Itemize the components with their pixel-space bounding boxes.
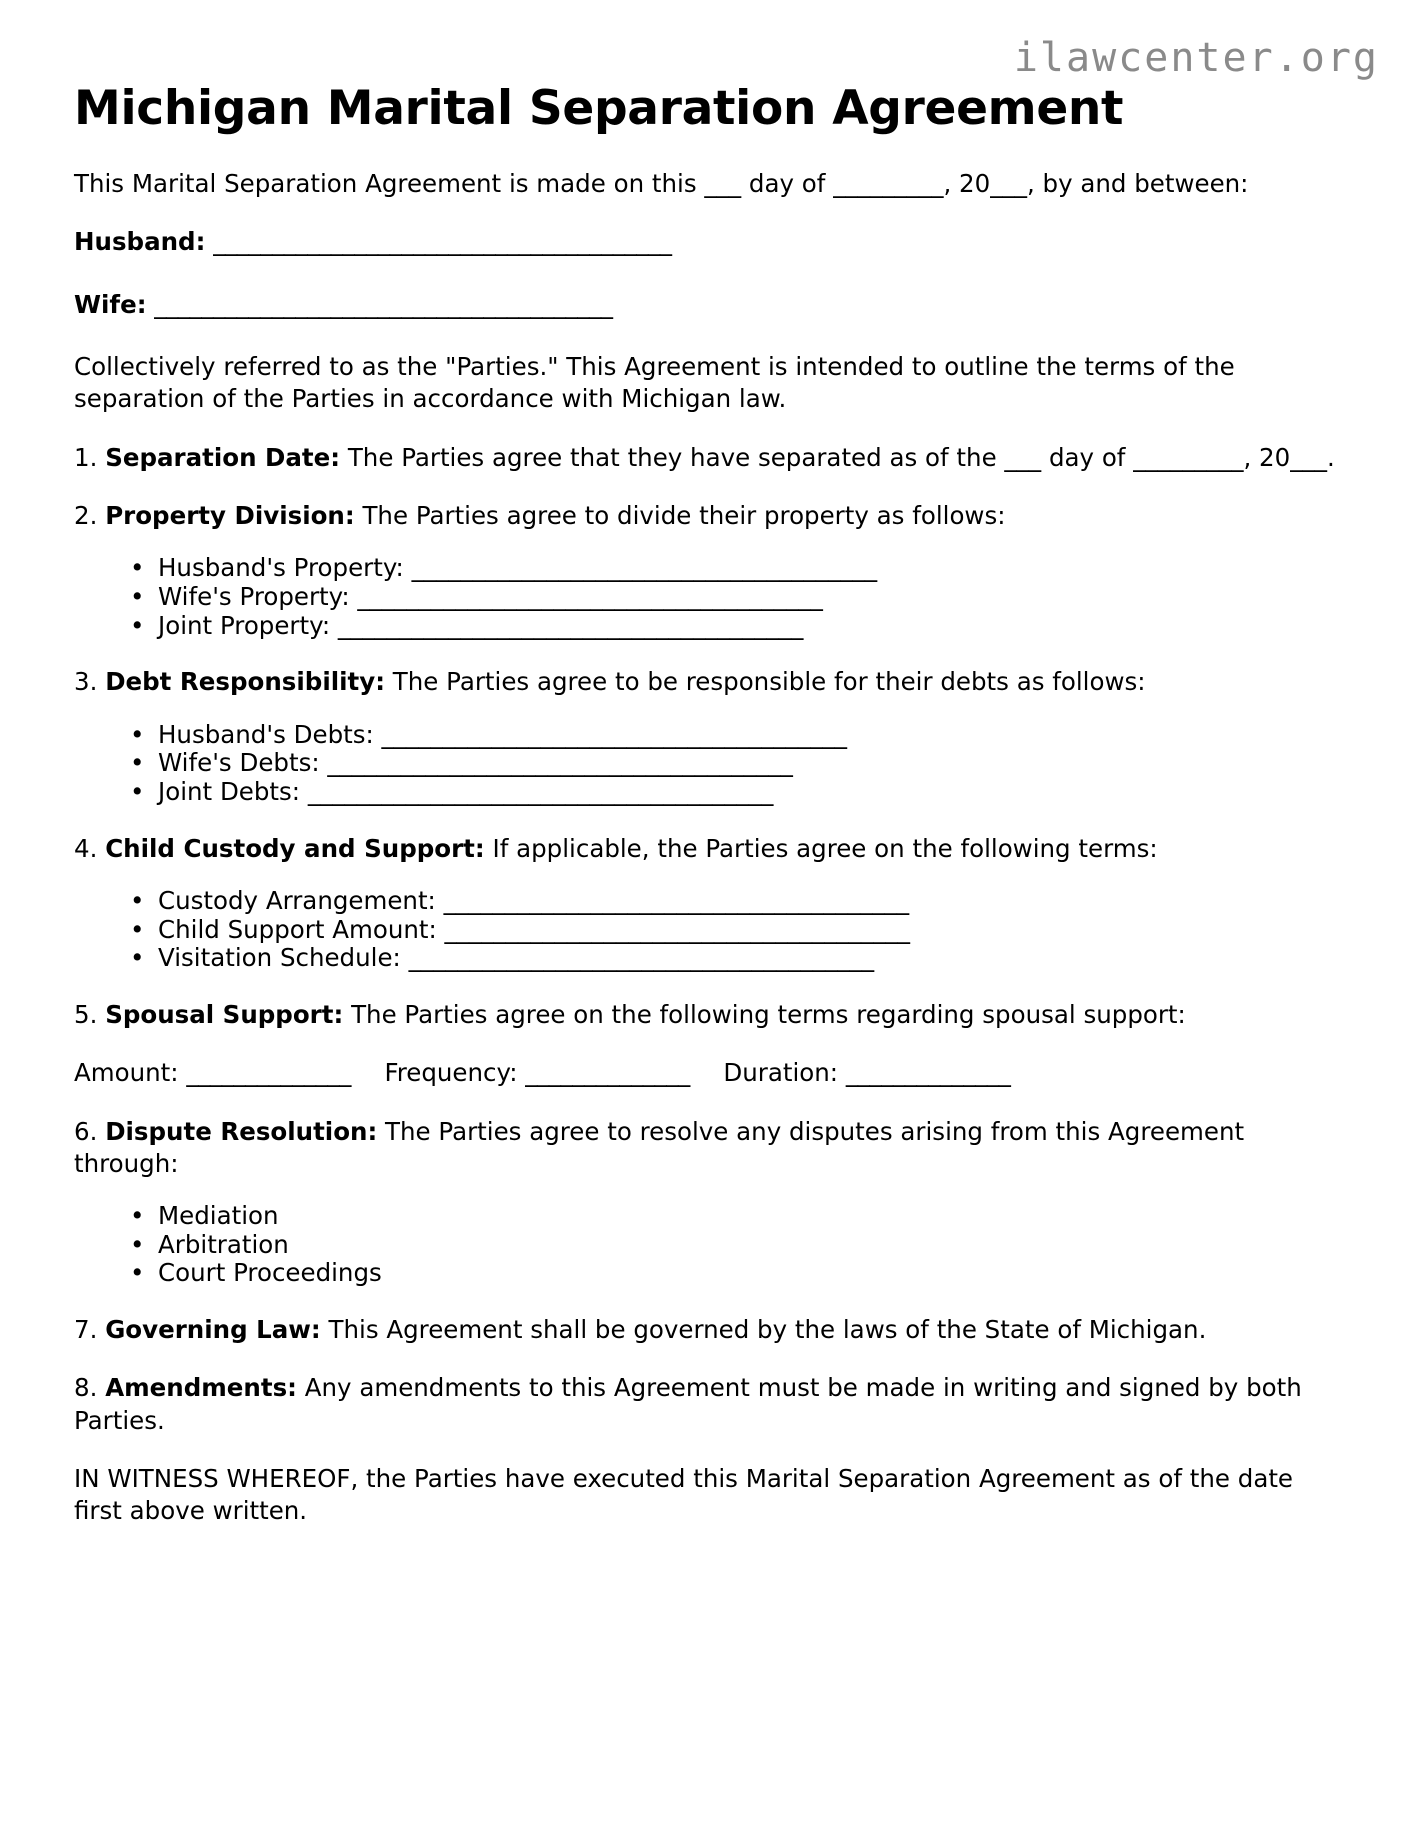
section-7-paragraph: [74, 1314, 1339, 1346]
husband-field-row: [74, 226, 1339, 258]
section-2-text: The Parties agree to divide their property as follows:: [354, 500, 1006, 530]
closing-paragraph: IN WITNESS WHEREOF, the Parties have executed this Marital Separation Agreement as of the date first above written.: [74, 1464, 1294, 1526]
property-division-list: [74, 554, 1339, 640]
section-1-paragraph: [74, 442, 1339, 474]
section-5-paragraph: [74, 999, 1339, 1031]
list-item[interactable]: • Visitation Schedule: ______________________________________: [130, 944, 1339, 973]
list-item[interactable]: • Mediation: [130, 1202, 1339, 1231]
section-3-text: The Parties agree to be responsible for their debts as follows:: [385, 667, 1146, 697]
section-1-text: The Parties agree that they have separated as of the ___ day of _________, 20___.: [340, 442, 1335, 472]
section-5-number: 5.: [74, 999, 98, 1029]
intro-paragraph: This Marital Separation Agreement is made on this ___ day of _________, 20___, by and between:: [74, 169, 1249, 198]
list-item[interactable]: • Child Support Amount: ______________________________________: [130, 916, 1339, 945]
list-item[interactable]: • Joint Property: ______________________________________: [130, 612, 1339, 641]
section-4-paragraph: [74, 833, 1339, 865]
page-title: Michigan Marital Separation Agreement: [74, 81, 1124, 136]
husband-label: Husband:: [74, 227, 206, 257]
section-4-number: 4.: [74, 833, 98, 863]
amount-blank-line[interactable]: ______________: [186, 1058, 351, 1088]
wife-label: Wife:: [74, 289, 147, 319]
section-3-heading: Debt Responsibility:: [105, 667, 385, 697]
debt-responsibility-list: [74, 721, 1339, 807]
section-8-text: Any amendments to this Agreement must be made in writing and signed by both Parties.: [74, 1373, 1302, 1435]
section-3-paragraph: [74, 666, 1339, 698]
section-8-heading: Amendments:: [105, 1373, 297, 1403]
list-item[interactable]: • Wife's Property: ______________________________________: [130, 583, 1339, 612]
list-item[interactable]: • Arbitration: [130, 1231, 1339, 1260]
section-4-text: If applicable, the Parties agree on the following terms:: [484, 833, 1158, 863]
document-body: [74, 168, 1339, 1554]
section-6-number: 6.: [74, 1116, 98, 1146]
section-4-heading: Child Custody and Support:: [105, 833, 485, 863]
section-2-paragraph: [74, 500, 1339, 532]
section-7-text: This Agreement shall be governed by the laws of the State of Michigan.: [320, 1315, 1207, 1345]
list-item[interactable]: • Husband's Debts: ______________________________________: [130, 721, 1339, 750]
section-8-number: 8.: [74, 1373, 98, 1403]
section-1-number: 1.: [74, 442, 98, 472]
wife-field-row: [74, 289, 1339, 321]
dispute-resolution-list: [74, 1202, 1339, 1288]
section-8-paragraph: [74, 1372, 1339, 1437]
section-6-paragraph: [74, 1116, 1339, 1181]
frequency-label: Frequency:: [384, 1058, 518, 1088]
duration-label: Duration:: [723, 1058, 839, 1088]
section-2-number: 2.: [74, 500, 98, 530]
frequency-blank-line[interactable]: ______________: [525, 1058, 690, 1088]
site-watermark: ilawcenter.org: [1013, 35, 1379, 81]
section-2-heading: Property Division:: [105, 500, 355, 530]
section-7-heading: Governing Law:: [105, 1315, 321, 1345]
duration-blank-line[interactable]: ______________: [845, 1058, 1011, 1088]
wife-blank-line[interactable]: _______________________________________: [154, 289, 613, 319]
spousal-support-fields: [74, 1057, 1339, 1089]
section-5-text: The Parties agree on the following terms regarding spousal support:: [343, 999, 1186, 1029]
collective-paragraph: Collectively referred to as the "Parties." This Agreement is intended to outline the terms of the separation of the Parties in accordance with Michigan law.: [74, 351, 1235, 414]
husband-blank-line[interactable]: _______________________________________: [213, 227, 672, 257]
list-item[interactable]: • Joint Debts: ______________________________________: [130, 778, 1339, 807]
child-custody-list: [74, 887, 1339, 973]
section-3-number: 3.: [74, 667, 98, 697]
section-1-heading: Separation Date:: [105, 442, 341, 472]
list-item[interactable]: • Court Proceedings: [130, 1259, 1339, 1288]
list-item[interactable]: • Wife's Debts: ______________________________________: [130, 749, 1339, 778]
list-item[interactable]: • Husband's Property: ______________________________________: [130, 554, 1339, 583]
section-6-heading: Dispute Resolution:: [105, 1116, 378, 1146]
section-6-text: The Parties agree to resolve any disputes arising from this Agreement through:: [74, 1116, 1245, 1178]
section-5-heading: Spousal Support:: [105, 999, 344, 1029]
amount-label: Amount:: [74, 1058, 179, 1088]
section-7-number: 7.: [74, 1315, 98, 1345]
list-item[interactable]: • Custody Arrangement: ______________________________________: [130, 887, 1339, 916]
